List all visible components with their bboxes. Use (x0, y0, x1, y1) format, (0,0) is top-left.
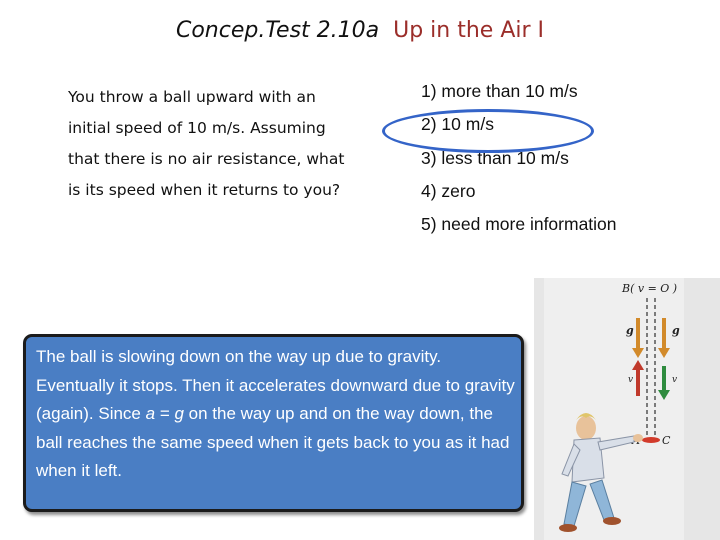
explanation-var-a: a (145, 404, 156, 423)
point-c-label: C (662, 434, 671, 447)
answer-2[interactable]: 2) 10 m/s (421, 114, 494, 134)
question-line: You throw a ball upward with an (68, 88, 316, 106)
question-text (68, 82, 398, 206)
explanation-part-1: The ball is slowing down on the way up due to gravity. Eventually it stops. Then it accelerates downward due to gravity (again). Since (36, 347, 515, 423)
slide-title (0, 18, 720, 43)
v-label-left: v (628, 375, 634, 385)
physics-figure (534, 278, 720, 540)
question-line: that there is no air resistance, what (68, 150, 345, 168)
explanation-equals: = (155, 404, 175, 423)
explanation-part-2: on the way up and on the way down, the ball reaches the same speed when it gets back to you as it had when it left. (36, 404, 510, 480)
title-main: Up in the Air I (393, 18, 545, 43)
g-label-right: g (672, 324, 680, 337)
answer-1[interactable]: 1) more than 10 m/s (421, 81, 578, 101)
g-label-left: g (626, 324, 634, 337)
v-label-right: v (672, 375, 678, 385)
explanation-box (23, 334, 524, 512)
answer-5[interactable]: 5) need more information (421, 214, 617, 234)
explanation-text (26, 337, 521, 486)
answer-3[interactable]: 3) less than 10 m/s (421, 148, 569, 168)
figure-illustration (534, 278, 720, 540)
launch-point (642, 437, 660, 443)
figure-column (544, 278, 684, 540)
question-line: is its speed when it returns to you? (68, 181, 341, 199)
figure-top-label: B( v = O ) (622, 282, 678, 295)
explanation-var-g: g (174, 404, 184, 423)
correct-answer-highlight (382, 109, 594, 153)
answer-4[interactable]: 4) zero (421, 181, 476, 201)
title-prefix: Concep.Test 2.10a (175, 18, 380, 43)
question-line: initial speed of 10 m/s. Assuming (68, 119, 326, 137)
